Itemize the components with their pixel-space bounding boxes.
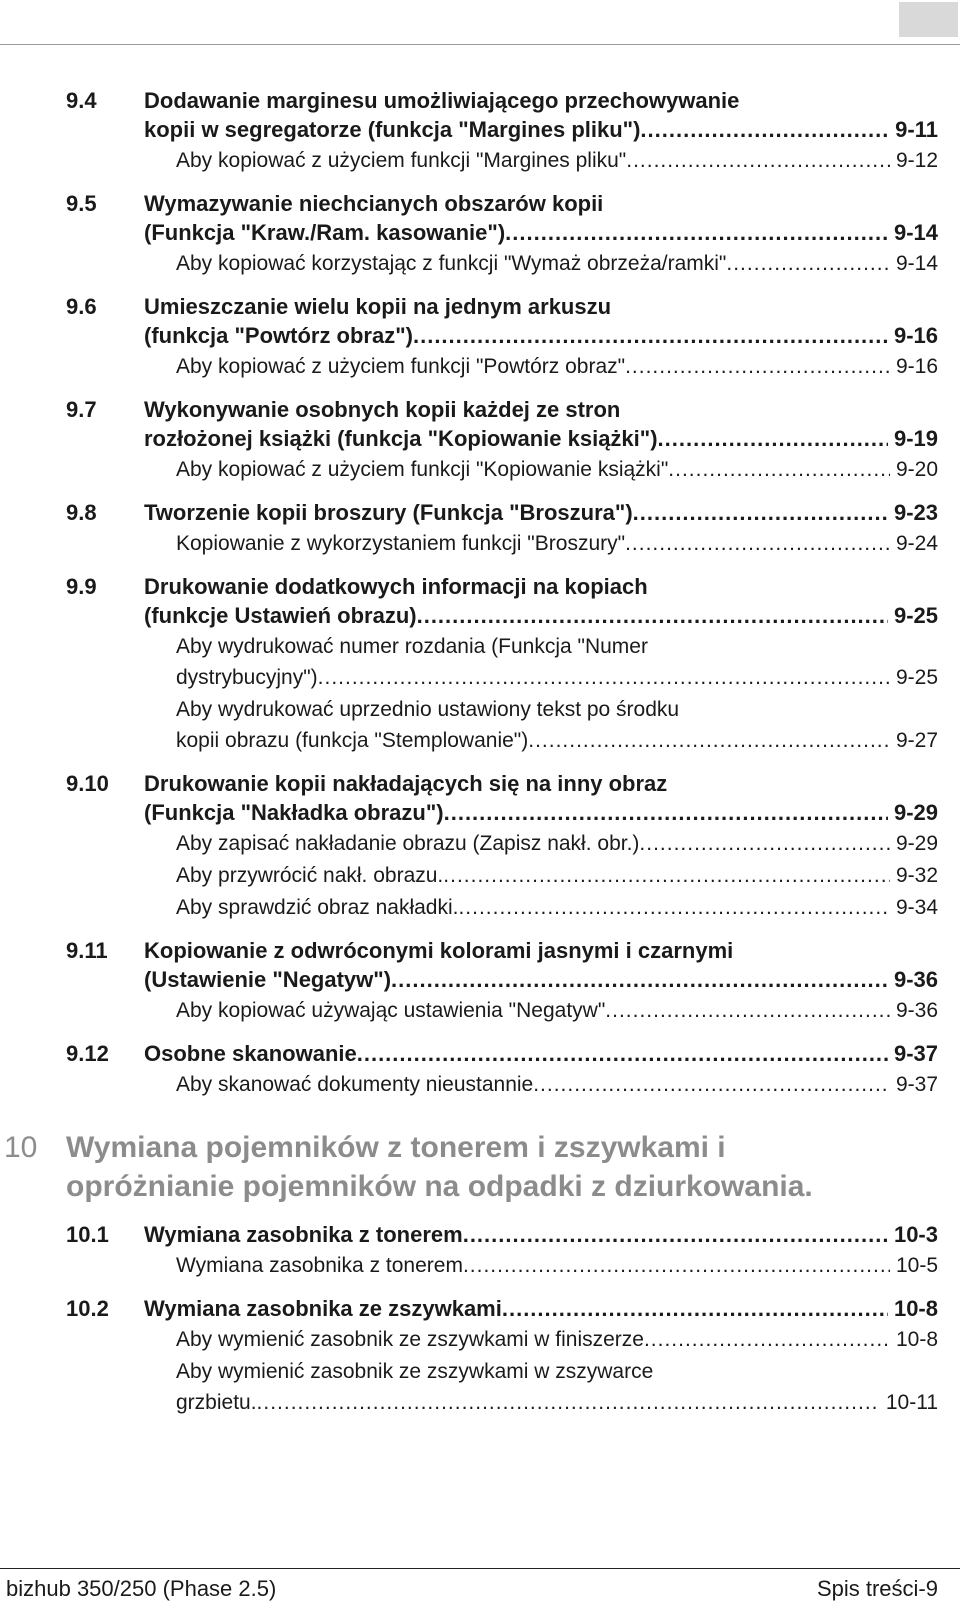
dot-leader — [625, 351, 890, 382]
toc-entry-number: 10.2 — [66, 1296, 109, 1321]
toc-entry-number: 9.6 — [66, 294, 97, 319]
dot-leader — [502, 1294, 888, 1323]
toc-entry-title-line: (Ustawienie "Negatyw") — [144, 967, 392, 992]
toc-entry-title-line: kopii obrazu (funkcja "Stemplowanie") — [176, 729, 529, 752]
toc-entry-number — [66, 828, 176, 859]
toc-subsection-entry[interactable] — [0, 1356, 960, 1418]
toc-section-entry[interactable] — [0, 292, 960, 350]
toc-entry-number: 9.8 — [66, 500, 97, 525]
toc-entry-title-line: Dodawanie marginesu umożliwiającego przechowywanie — [144, 88, 740, 113]
dot-leader — [726, 248, 890, 279]
toc-entry-title-line: Aby wymienić zasobnik ze zszywkami w finiszerze — [176, 1328, 644, 1351]
toc-entry-number — [66, 528, 176, 559]
toc-entry-body — [144, 936, 938, 994]
toc-entry-leader-line — [176, 528, 938, 559]
toc-entry-number: 9.9 — [66, 574, 97, 599]
toc-entry-body — [176, 1069, 938, 1100]
toc-entry-leader-line — [144, 601, 938, 630]
chapter-title-line: Wymiana pojemników z tonerem i zszywkami i — [66, 1131, 726, 1164]
toc-entry-leader-line — [144, 965, 938, 994]
toc-entry-title-line: Aby zapisać nakładanie obrazu (Zapisz nakł. obr.) — [176, 832, 640, 855]
toc-entry-leader-line — [144, 1294, 938, 1323]
toc-entry-leader-line — [176, 892, 938, 923]
toc-entry-title-line: Tworzenie kopii broszury (Funkcja "Broszura") — [144, 500, 633, 525]
toc-entry-leader-line — [144, 798, 938, 827]
toc-page-number[interactable]: 9-24 — [895, 532, 938, 555]
toc-entry-body — [176, 1356, 938, 1418]
dot-leader — [626, 145, 890, 176]
dot-leader — [644, 1324, 890, 1355]
toc-entry-number — [66, 351, 176, 382]
toc-entry-title-line: Kopiowanie z odwróconymi kolorami jasnymi i czarnymi — [144, 938, 734, 963]
toc-entry-title-line: kopii w segregatorze (funkcja "Margines pliku") — [144, 117, 641, 142]
toc-entry-body — [144, 572, 938, 630]
toc-page-number[interactable]: 9-20 — [895, 458, 938, 481]
toc-entry-leader-line — [144, 115, 938, 144]
toc-entry-title-line: Aby wydrukować uprzednio ustawiony tekst po środku — [176, 698, 680, 721]
toc-subsection-entry[interactable] — [0, 145, 960, 176]
toc-entry-body — [176, 892, 938, 923]
toc-entry-body — [176, 631, 938, 693]
dot-leader — [605, 995, 890, 1026]
toc-entry-title-line: dystrybucyjny") — [176, 666, 318, 689]
toc-entry-leader-line — [176, 828, 938, 859]
dot-leader — [417, 601, 888, 630]
toc-page-number[interactable]: 9-29 — [895, 832, 938, 855]
toc-entry-number — [66, 145, 176, 176]
toc-entry-body — [144, 769, 938, 827]
toc-entry-number: 9.7 — [66, 397, 97, 422]
toc-subsection-entry[interactable] — [0, 631, 960, 693]
dot-leader — [658, 424, 888, 453]
toc-entry-body — [144, 395, 938, 453]
toc-entry-number — [66, 860, 176, 891]
toc-entry-body — [144, 1294, 938, 1323]
toc-entry-body — [176, 248, 938, 279]
toc-entry-number: 9.5 — [66, 191, 97, 216]
toc-page-number[interactable]: 9-14 — [895, 252, 938, 275]
dot-leader — [533, 1069, 890, 1100]
toc-entry-body — [176, 694, 938, 756]
toc-entry-body — [144, 86, 938, 144]
toc-entry-number — [66, 1069, 176, 1100]
toc-section-entry[interactable] — [0, 498, 960, 527]
toc-entry-body — [144, 189, 938, 247]
toc-subsection-entry[interactable] — [0, 995, 960, 1026]
toc-entry-body — [176, 528, 938, 559]
toc-entry-number — [66, 454, 176, 485]
toc-entry-title-line: Osobne skanowanie — [144, 1041, 357, 1066]
toc-entry-title-line: grzbietu. — [176, 1391, 257, 1414]
toc-entry-leader-line — [176, 995, 938, 1026]
toc-page-number[interactable]: 9-14 — [893, 220, 938, 245]
footer-product-name: bizhub 350/250 (Phase 2.5) — [6, 1576, 277, 1601]
chapter-title-line: opróżnianie pojemników na odpadki z dziurkowania. — [66, 1170, 813, 1203]
chapter-heading — [0, 1128, 960, 1206]
toc-entry-title-line: Kopiowanie z wykorzystaniem funkcji "Broszury" — [176, 532, 626, 555]
dot-leader — [463, 1250, 890, 1281]
toc-entry-number — [66, 995, 176, 1026]
toc-subsection-entry[interactable] — [0, 1324, 960, 1355]
toc-entry-body — [144, 292, 938, 350]
toc-page-number[interactable]: 9-12 — [895, 149, 938, 172]
toc-section-entry[interactable] — [0, 1220, 960, 1249]
toc-entry-leader-line — [144, 1220, 938, 1249]
dot-leader — [463, 1220, 888, 1249]
toc-entry-title-line: Umieszczanie wielu kopii na jednym arkuszu — [144, 294, 612, 319]
toc-subsection-entry[interactable] — [0, 892, 960, 923]
toc-entry-number — [66, 1250, 176, 1281]
dot-leader — [668, 454, 890, 485]
toc-subsection-entry[interactable] — [0, 860, 960, 891]
toc-entry-leader-line — [176, 860, 938, 891]
toc-entry-leader-line — [176, 454, 938, 485]
toc-entry-body — [176, 351, 938, 382]
toc-page-number[interactable]: 9-36 — [895, 999, 938, 1022]
dot-leader — [318, 662, 890, 693]
toc-entry-body — [144, 1220, 938, 1249]
toc-entry-leader-line — [176, 145, 938, 176]
toc-entry-number — [66, 631, 176, 693]
toc-entry-number: 9.10 — [66, 771, 109, 796]
toc-entry-title-line: Wymiana zasobnika ze zszywkami — [144, 1296, 502, 1321]
toc-entry-number — [66, 1356, 176, 1418]
toc-subsection-entry[interactable] — [0, 454, 960, 485]
dot-leader — [505, 218, 888, 247]
dot-leader — [633, 498, 888, 527]
toc-entry-body — [176, 1324, 938, 1355]
toc-subsection-entry[interactable] — [0, 694, 960, 756]
toc-entry-body — [176, 860, 938, 891]
toc-subsection-entry[interactable] — [0, 351, 960, 382]
toc-entry-leader-line — [144, 424, 938, 453]
toc-page-number[interactable]: 9-37 — [893, 1041, 938, 1066]
toc-entry-title-line: Wymiana zasobnika z tonerem — [176, 1254, 463, 1277]
toc-entry-leader-line — [144, 498, 938, 527]
chapter-number: 10 — [4, 1131, 38, 1164]
toc-entry-body — [176, 995, 938, 1026]
toc-entry-title-line: rozłożonej książki (funkcja "Kopiowanie książki") — [144, 426, 658, 451]
toc-entry-title-line: (Funkcja "Kraw./Ram. kasowanie") — [144, 220, 506, 245]
chapter-title — [66, 1128, 960, 1206]
toc-entry-leader-line — [176, 725, 938, 756]
toc-entry-title-line: Wymiana zasobnika z tonerem — [144, 1222, 463, 1247]
toc-subsection-entry[interactable] — [0, 528, 960, 559]
dot-leader — [444, 798, 888, 827]
toc-entry-leader-line — [144, 321, 938, 350]
dot-leader — [257, 1387, 880, 1418]
table-of-contents — [0, 86, 960, 1418]
toc-page-number[interactable]: 9-32 — [895, 864, 938, 887]
toc-entry-body — [176, 828, 938, 859]
dot-leader — [625, 528, 890, 559]
toc-entry-title-line: (Funkcja "Nakładka obrazu") — [144, 800, 444, 825]
dot-leader — [639, 828, 890, 859]
toc-page-number[interactable]: 9-27 — [895, 729, 938, 752]
toc-section-entry[interactable] — [0, 86, 960, 144]
toc-page-number[interactable]: 10-8 — [893, 1296, 938, 1321]
toc-entry-title-line: Aby kopiować używając ustawienia "Negatyw" — [176, 999, 606, 1022]
toc-entry-number: 9.4 — [66, 88, 97, 113]
toc-entry-number: 9.11 — [66, 938, 108, 963]
toc-entry-title-line: Aby przywrócić nakł. obrazu. — [176, 864, 444, 887]
toc-entry-number — [66, 1324, 176, 1355]
toc-entry-body — [144, 1039, 938, 1068]
toc-page-number[interactable]: 10-5 — [895, 1254, 938, 1277]
footer-page-label: Spis treści-9 — [816, 1576, 938, 1601]
toc-section-entry[interactable] — [0, 1039, 960, 1068]
toc-entry-title-line: Aby sprawdzić obraz nakładki. — [176, 896, 459, 919]
toc-entry-body — [176, 1250, 938, 1281]
toc-entry-title-line: Drukowanie dodatkowych informacji na kopiach — [144, 574, 648, 599]
toc-entry-title-line: Aby wydrukować numer rozdania (Funkcja "Numer — [176, 635, 648, 658]
toc-entry-leader-line — [176, 1387, 938, 1418]
toc-entry-title-line: Aby skanować dokumenty nieustannie — [176, 1073, 534, 1096]
toc-entry-title-line: Aby kopiować z użyciem funkcji "Kopiowanie książki" — [176, 458, 669, 481]
toc-entry-title-line: Drukowanie kopii nakładających się na inny obraz — [144, 771, 668, 796]
dot-leader — [357, 1039, 888, 1068]
toc-entry-title-line: Aby kopiować z użyciem funkcji "Margines pliku" — [176, 149, 627, 172]
toc-entry-leader-line — [176, 662, 938, 693]
toc-entry-title-line: Wymazywanie niechcianych obszarów kopii — [144, 191, 604, 216]
toc-subsection-entry[interactable] — [0, 1069, 960, 1100]
toc-section-entry[interactable] — [0, 769, 960, 827]
toc-page-number[interactable]: 10-11 — [885, 1391, 938, 1414]
toc-section-entry[interactable] — [0, 189, 960, 247]
toc-subsection-entry[interactable] — [0, 1250, 960, 1281]
toc-section-entry[interactable] — [0, 1294, 960, 1323]
toc-entry-leader-line — [176, 351, 938, 382]
toc-page-number[interactable]: 9-16 — [893, 323, 938, 348]
toc-section-entry[interactable] — [0, 572, 960, 630]
dot-leader — [528, 725, 890, 756]
toc-entry-leader-line — [144, 218, 938, 247]
toc-section-entry[interactable] — [0, 395, 960, 453]
toc-entry-title-line: Wykonywanie osobnych kopii każdej ze stron — [144, 397, 621, 422]
toc-entry-number — [66, 694, 176, 756]
toc-section-entry[interactable] — [0, 936, 960, 994]
toc-entry-title-line: (funkcje Ustawień obrazu) — [144, 603, 417, 628]
toc-entry-leader-line — [176, 1324, 938, 1355]
dot-leader — [443, 860, 890, 891]
toc-entry-title-line: Aby wymienić zasobnik ze zszywkami w zszywarce — [176, 1360, 654, 1383]
toc-entry-leader-line — [176, 1069, 938, 1100]
toc-page-number[interactable]: 9-23 — [893, 500, 938, 525]
toc-page-number[interactable]: 9-25 — [893, 603, 938, 628]
toc-page-number[interactable]: 9-29 — [893, 800, 938, 825]
footer-rule — [0, 1568, 960, 1569]
toc-entry-title-line: Aby kopiować z użyciem funkcji "Powtórz obraz" — [176, 355, 626, 378]
toc-entry-body — [176, 454, 938, 485]
toc-page-number[interactable]: 9-16 — [895, 355, 938, 378]
toc-entry-leader-line — [176, 248, 938, 279]
dot-leader — [640, 115, 889, 144]
dot-leader — [458, 892, 890, 923]
toc-entry-leader-line — [144, 1039, 938, 1068]
toc-page-number[interactable]: 9-34 — [895, 896, 938, 919]
toc-subsection-entry[interactable] — [0, 248, 960, 279]
toc-entry-number — [66, 248, 176, 279]
toc-entry-title-line: (funkcja "Powtórz obraz") — [144, 323, 413, 348]
toc-page-number[interactable]: 9-37 — [895, 1073, 938, 1096]
toc-entry-title-line: Aby kopiować korzystając z funkcji "Wymaż obrzeża/ramki" — [176, 252, 727, 275]
toc-entry-leader-line — [176, 1250, 938, 1281]
toc-page-number[interactable]: 9-19 — [893, 426, 938, 451]
toc-page-number[interactable]: 10-3 — [893, 1222, 938, 1247]
toc-entry-number: 10.1 — [66, 1222, 109, 1247]
toc-entry-body — [176, 145, 938, 176]
page-corner-tab — [899, 2, 958, 37]
toc-subsection-entry[interactable] — [0, 828, 960, 859]
toc-entry-number: 9.12 — [66, 1041, 109, 1066]
dot-leader — [391, 965, 888, 994]
dot-leader — [413, 321, 888, 350]
toc-entry-number — [66, 892, 176, 923]
toc-page-number[interactable]: 9-11 — [895, 117, 938, 142]
toc-page-number[interactable]: 10-8 — [895, 1328, 938, 1351]
toc-entry-body — [144, 498, 938, 527]
toc-page-number[interactable]: 9-25 — [895, 666, 938, 689]
toc-page-number[interactable]: 9-36 — [893, 967, 938, 992]
header-rule — [0, 44, 960, 45]
